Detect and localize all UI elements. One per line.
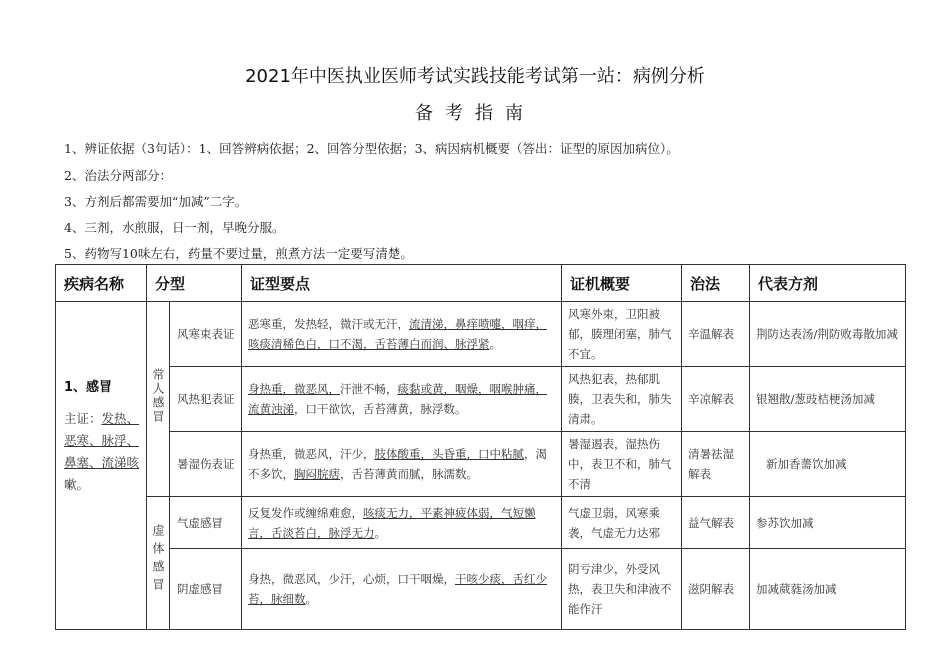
disease-main-symptoms (64, 408, 140, 496)
mechanism-cell: 风寒外束，卫阳被郁，腠理闭塞，肺气不宜。 (562, 302, 682, 367)
disease-cell (56, 302, 147, 630)
header-subtype: 分型 (147, 265, 242, 302)
note-item: 4、三剂，水煎服，日一剂，早晚分服。 (64, 220, 285, 235)
key-point-segment: 身热，微恶风，少汗，心烦，口干咽燥， (248, 572, 456, 586)
key-points-cell (242, 432, 562, 497)
key-point-segment: 恶寒重，发热轻，微汗或无汗， (248, 317, 410, 331)
key-points-cell (242, 549, 562, 630)
main-symptom: 脉浮、 (101, 433, 140, 448)
key-point-segment: 。 (489, 337, 502, 351)
case-analysis-table (55, 264, 906, 630)
formula-cell: 参苏饮加减 (750, 497, 906, 549)
key-point-segment: ，口干欲饮，舌苔薄黄，脉浮数。 (294, 402, 467, 416)
note-item: 2、治法分两部分： (64, 168, 172, 183)
mechanism-cell: 风热犯表，热郁肌腠，卫表失和，肺失清肃。 (562, 367, 682, 432)
page-title: 2021年中医执业医师考试实践技能考试第一站：病例分析 (245, 66, 705, 87)
formula-cell: 荆防达表汤/荆防败毒散加减 (750, 302, 906, 367)
key-points-cell (242, 302, 562, 367)
key-point-segment: 肢体酸重，头昏重，口中粘腻 (374, 447, 525, 461)
method-cell: 辛温解表 (682, 302, 750, 367)
key-point-segment: 胸闷脘痞 (294, 467, 341, 481)
main-symptom: 嗽。 (64, 477, 90, 492)
key-point-segment: 咳痰清稀色白，口不渴，舌苔薄白而润、脉浮紧 (248, 337, 490, 351)
key-point-segment: 反复发作或缠绵难愈， (248, 505, 364, 520)
page-subtitle: 备考指南 (415, 103, 535, 124)
key-point-segment: ，渴不多饮， (248, 447, 548, 481)
table-row (56, 549, 906, 630)
main-symptom: 发热、 (101, 411, 140, 426)
method-cell: 滋阴解表 (682, 549, 750, 630)
key-points-cell (242, 367, 562, 432)
header-disease: 疾病名称 (56, 265, 147, 302)
category-common-cold (147, 302, 170, 497)
subtype-cell: 风寒束表证 (170, 302, 242, 367)
main-symptom: 恶寒、 (64, 433, 102, 448)
key-point-segment: 痰黏或黄，咽燥，咽喉肿痛， (397, 382, 548, 396)
header-mechanism: 证机概要 (562, 265, 682, 302)
note-item: 1、辨证依据（3句话）：1、回答辨病依据；2、回答分型依据；3、病因病机概要（答出：证型的原因加病位）。 (64, 141, 679, 156)
method-cell: 辛凉解表 (682, 367, 750, 432)
key-point-segment: 咳痰无力，平素神疲体弱，气短懒言，舌淡苔白，脉浮无力 (248, 505, 536, 540)
subtype-cell: 阴虚感冒 (170, 549, 242, 630)
key-point-segment: 身热重，微恶风， (248, 382, 341, 396)
key-point-segment: 流黄浊涕 (248, 402, 295, 416)
subtype-cell: 暑湿伤表证 (170, 432, 242, 497)
main-symptoms-label: 主证： (64, 411, 102, 426)
key-points-cell (242, 497, 562, 549)
formula-cell: 新加香薷饮加减 (750, 432, 906, 497)
subtype-cell: 气虚感冒 (170, 497, 242, 549)
header-key-points: 证型要点 (242, 265, 562, 302)
method-cell: 清暑祛湿解表 (682, 432, 750, 497)
key-point-segment: 身热重，微恶风，汗少， (248, 447, 375, 461)
key-point-segment: 干咳少痰，舌红少苔，脉细数 (248, 572, 548, 606)
table-row (56, 432, 906, 497)
note-item: 5、药物写10味左右，药量不要过量，煎煮方法一定要写清楚。 (64, 246, 413, 261)
category-label: 虚体感冒 (151, 524, 165, 596)
main-symptom: 鼻塞、流涕咳 (64, 455, 140, 470)
key-point-segment: 。 (374, 525, 387, 540)
key-point-segment: ，舌苔薄黄而腻，脉濡数。 (340, 467, 479, 481)
key-point-segment: 。 (305, 592, 318, 606)
header-method: 治法 (682, 265, 750, 302)
mechanism-cell: 阴亏津少，外受风热，表卫失和津液不能作汗 (562, 549, 682, 630)
disease-name: 1、感冒 (64, 380, 113, 395)
formula-cell: 加减葳蕤汤加减 (750, 549, 906, 630)
subtype-cell: 风热犯表证 (170, 367, 242, 432)
table-row (56, 367, 906, 432)
mechanism-cell: 暑湿遏表，湿热伤中，表卫不和，肺气不清 (562, 432, 682, 497)
table-row (56, 302, 906, 367)
key-point-segment: 流清涕，鼻痒喷嚏，咽痒， (409, 317, 548, 331)
formula-cell: 银翘散/葱豉桔梗汤加减 (750, 367, 906, 432)
table-header-row (56, 265, 906, 302)
category-deficient-cold (147, 497, 170, 630)
method-cell: 益气解表 (682, 497, 750, 549)
category-label: 常人感冒 (151, 368, 165, 424)
table-row (56, 497, 906, 549)
header-formula: 代表方剂 (750, 265, 906, 302)
mechanism-cell: 气虚卫弱，风寒乘袭，气虚无力达邪 (562, 497, 682, 549)
note-item: 3、方剂后都需要加“加减”二字。 (64, 194, 248, 209)
key-point-segment: 汗泄不畅， (340, 382, 398, 396)
